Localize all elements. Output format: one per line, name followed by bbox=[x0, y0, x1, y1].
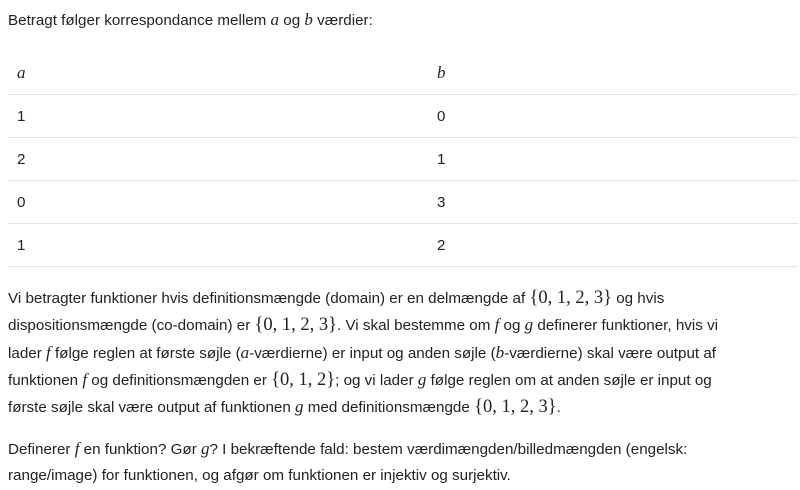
table-row bbox=[8, 224, 798, 267]
table-row bbox=[8, 138, 798, 181]
text-run: dispositionsmængde (co-domain) er bbox=[8, 317, 255, 335]
correspondence-table bbox=[8, 52, 798, 267]
text-run: og definitionsmængden er bbox=[87, 371, 272, 389]
text-run: og bbox=[499, 317, 525, 335]
math-g: g bbox=[200, 439, 210, 458]
text-run: første søjle skal være output af funktionen bbox=[8, 399, 296, 417]
table-cell-b: 0 bbox=[428, 95, 798, 138]
paragraph-line bbox=[8, 367, 793, 394]
table-row bbox=[8, 181, 798, 224]
text-run: følge reglen at første søjle ( bbox=[50, 344, 241, 362]
paragraph-line bbox=[8, 436, 793, 463]
intro-text-part: Betragt følger korrespondance mellem bbox=[8, 12, 271, 29]
column-header-b-label: b bbox=[437, 63, 446, 82]
intro-text-part: værdier: bbox=[312, 12, 373, 29]
text-run: range/image) for funktionen, og afgør om funktionen er injektiv og surjektiv. bbox=[8, 467, 511, 484]
text-run: ? I bekræftende fald: bestem værdimængden/billedmængden (engelsk: bbox=[209, 441, 688, 458]
math-f: f bbox=[494, 315, 500, 335]
math-set: {0, 1, 2, 3} bbox=[529, 288, 612, 308]
math-set: {0, 1, 2, 3} bbox=[254, 315, 338, 336]
text-run: -værdierne) skal være output af bbox=[504, 344, 717, 362]
math-a: a bbox=[240, 342, 250, 362]
math-g: g bbox=[524, 315, 534, 335]
problem-description-paragraph bbox=[8, 285, 793, 421]
paragraph-line bbox=[8, 394, 793, 421]
text-run: funktionen bbox=[8, 371, 83, 389]
text-run: -værdierne) er input og anden søjle ( bbox=[249, 344, 496, 362]
column-header-a bbox=[8, 52, 428, 95]
table-cell-a: 1 bbox=[8, 95, 428, 138]
column-header-b bbox=[428, 52, 798, 95]
paragraph-line bbox=[8, 340, 793, 367]
text-run: lader bbox=[8, 344, 46, 362]
text-run: definerer funktioner, hvis vi bbox=[533, 317, 719, 335]
text-run: med definitionsmængde bbox=[303, 399, 475, 417]
text-run: og hvis bbox=[611, 290, 665, 307]
math-b: b bbox=[304, 10, 313, 29]
paragraph-line bbox=[8, 285, 793, 312]
column-header-a-label: a bbox=[17, 63, 26, 82]
text-run: en funktion? Gør bbox=[79, 441, 201, 458]
paragraph-line bbox=[8, 312, 793, 339]
intro-text-part: og bbox=[279, 12, 305, 29]
text-run: Definerer bbox=[8, 441, 75, 458]
table-row bbox=[8, 95, 798, 138]
math-f: f bbox=[46, 342, 51, 362]
table-cell-b: 3 bbox=[428, 181, 798, 224]
table-cell-b: 1 bbox=[428, 138, 798, 181]
math-b: b bbox=[495, 342, 505, 362]
table-cell-a: 0 bbox=[8, 181, 428, 224]
math-set: {0, 1, 2} bbox=[271, 369, 336, 390]
text-run: Vi betragter funktioner hvis definitionsmængde (domain) er en delmængde af bbox=[8, 290, 530, 307]
text-run: følge reglen om at anden søjle er input og bbox=[426, 371, 712, 389]
intro-text bbox=[8, 9, 373, 32]
math-set: {0, 1, 2, 3} bbox=[474, 397, 557, 418]
text-run: . Vi skal bestemme om bbox=[337, 317, 495, 335]
math-g: g bbox=[295, 397, 304, 417]
math-f: f bbox=[82, 369, 88, 389]
table-header-row bbox=[8, 52, 798, 95]
math-g: g bbox=[417, 369, 427, 389]
question-paragraph bbox=[8, 436, 793, 489]
table-cell-b: 2 bbox=[428, 224, 798, 267]
text-run: . bbox=[556, 399, 561, 417]
math-a: a bbox=[270, 10, 280, 29]
table-cell-a: 2 bbox=[8, 138, 428, 181]
table-cell-a: 1 bbox=[8, 224, 428, 267]
paragraph-line bbox=[8, 463, 793, 489]
text-run: ; og vi lader bbox=[335, 371, 418, 389]
math-f: f bbox=[74, 439, 80, 458]
